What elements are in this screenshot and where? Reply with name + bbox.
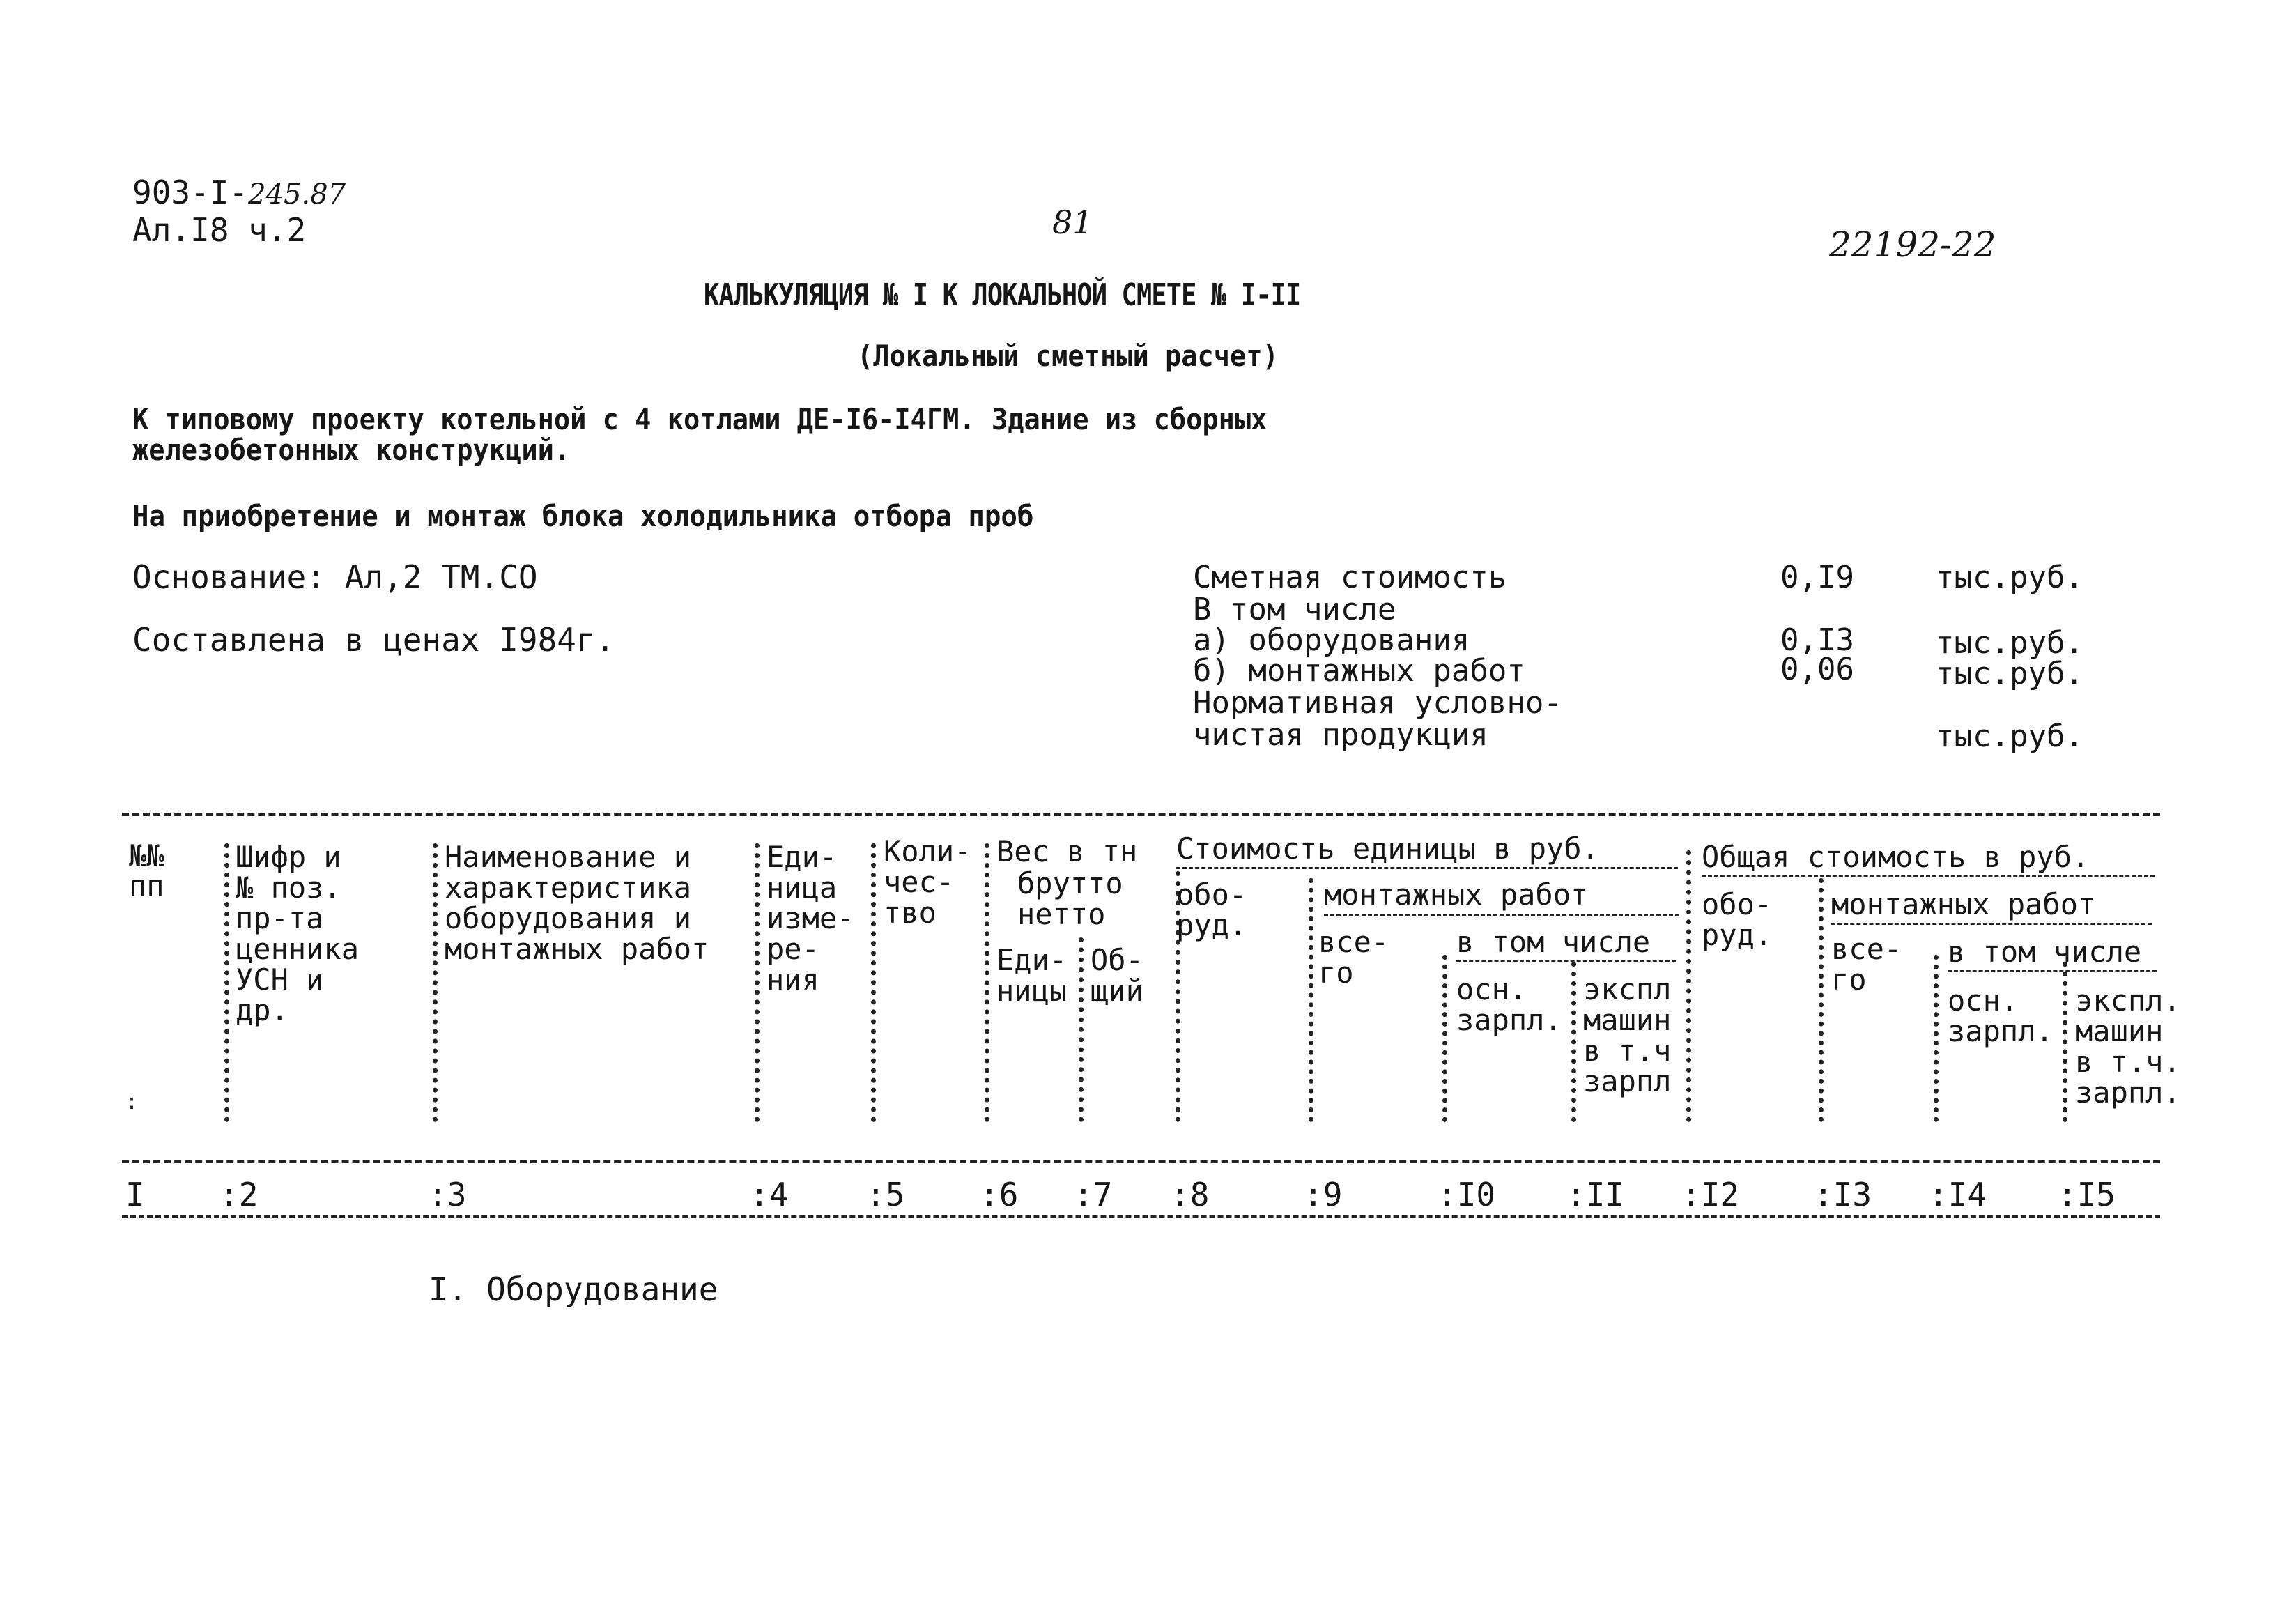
prices-line: Составлена в ценах I984г. xyxy=(132,621,615,659)
header-weight: Вес в тн xyxy=(996,834,1138,868)
project-line-2: железобетонных конструкций. xyxy=(132,433,571,467)
column-number: :7 xyxy=(1074,1176,1113,1213)
header-including-2: в том числе xyxy=(1948,935,2142,969)
summary-unit: тыс.руб. xyxy=(1936,719,2083,754)
summary-label: В том числе xyxy=(1193,592,1396,627)
basis-line: Основание: Ал,2 ТМ.СО xyxy=(132,558,538,596)
header-code: Шифр и № поз. пр-та ценника УСН и др. xyxy=(236,840,360,1027)
column-separator xyxy=(224,843,229,1122)
summary-value: 0,06 xyxy=(1780,652,1854,687)
header-machinery: экспл машин в т.ч зарпл xyxy=(1583,972,1672,1098)
header-unit-cost-rule xyxy=(1176,867,1678,869)
column-number-value: I4 xyxy=(1948,1176,1987,1213)
column-number: :4 xyxy=(750,1176,789,1213)
header-base-wage-2: осн. зарпл. xyxy=(1948,983,2054,1048)
page-subtitle: (Локальный сметный расчет) xyxy=(857,339,1279,373)
header-installation-total-rule xyxy=(1831,923,2152,925)
column-number: :9 xyxy=(1304,1176,1343,1213)
column-number: :2 xyxy=(219,1176,259,1213)
summary-value: 0,I3 xyxy=(1780,622,1854,658)
header-machinery-2: экспл. машин в т.ч. зарпл. xyxy=(2075,983,2181,1110)
album-reference: Ал.I8 ч.2 xyxy=(132,211,307,249)
summary-label: Нормативная условно- xyxy=(1193,685,1562,721)
header-unit: Еди- ница изме- ре- ния xyxy=(766,840,855,997)
column-separator xyxy=(1934,955,1939,1122)
header-unit-cost: Стоимость единицы в руб. xyxy=(1176,831,1599,866)
table-top-rule xyxy=(122,813,2160,816)
header-equipment-unit: обо- руд. xyxy=(1176,877,1247,942)
column-separator xyxy=(2063,962,2067,1122)
header-installation-total: монтажных работ xyxy=(1831,887,2096,921)
column-separator xyxy=(1442,955,1447,1122)
column-separator xyxy=(1309,878,1313,1122)
column-number: :5 xyxy=(866,1176,905,1213)
column-number-value: 5 xyxy=(885,1176,905,1213)
summary-unit: тыс.руб. xyxy=(1936,656,2083,691)
header-installation-unit: монтажных работ xyxy=(1324,877,1589,912)
column-number-value: 3 xyxy=(447,1176,467,1213)
summary-label: б) монтажных работ xyxy=(1193,653,1525,689)
summary-label: Сметная стоимость xyxy=(1193,560,1507,595)
header-number: №№ пп xyxy=(129,838,164,903)
header-total-cost: Общая стоимость в руб. xyxy=(1702,840,2090,874)
document-code-handwritten: 245.87 xyxy=(248,178,346,210)
inventory-number: 22192-22 xyxy=(1829,224,1996,265)
header-weight-unit: Еди- ницы xyxy=(996,943,1068,1008)
column-number: :6 xyxy=(980,1176,1019,1213)
column-number: I xyxy=(125,1176,145,1213)
column-separator xyxy=(1571,962,1576,1122)
column-number: :I0 xyxy=(1438,1176,1496,1213)
document-code-printed: 903-I- xyxy=(132,174,249,211)
column-number-value: 8 xyxy=(1189,1176,1210,1213)
column-separator xyxy=(871,843,876,1122)
column-number: :I2 xyxy=(1681,1176,1740,1213)
column-number: :I4 xyxy=(1929,1176,1987,1213)
column-number-value: I2 xyxy=(1700,1176,1740,1213)
column-number-value: 6 xyxy=(999,1176,1019,1213)
column-number-value: 9 xyxy=(1323,1176,1343,1213)
column-separator xyxy=(1819,878,1824,1122)
column-number-value: 2 xyxy=(238,1176,259,1213)
column-separator xyxy=(1079,937,1084,1122)
page-number: 81 xyxy=(1052,204,1093,241)
header-equipment-total: обо- руд. xyxy=(1702,887,1773,952)
column-number: :3 xyxy=(428,1176,467,1213)
summary-label: а) оборудования xyxy=(1193,622,1470,658)
column-separator xyxy=(755,843,760,1122)
header-quantity: Коли- чес- тво xyxy=(884,834,972,930)
header-weight-gross-net: брутто нетто xyxy=(1017,866,1123,931)
column-number-value: I3 xyxy=(1833,1176,1872,1213)
column-separator xyxy=(433,843,438,1122)
purpose-line: На приобретение и монтаж блока холодильника отбора проб xyxy=(132,499,1034,533)
section-heading: I. Оборудование xyxy=(429,1271,718,1308)
header-including-2-rule xyxy=(1948,970,2157,972)
header-including-rule xyxy=(1456,960,1676,962)
column-number: :8 xyxy=(1171,1176,1210,1213)
header-install-sum: все- го xyxy=(1831,932,1902,997)
project-line-1: К типовому проекту котельной с 4 котлами ДЕ-I6-I4ГМ. Здание из сборных xyxy=(132,402,1268,436)
summary-label: чистая продукция xyxy=(1193,717,1488,753)
column-number: :I5 xyxy=(2058,1176,2116,1213)
column-number-value: II xyxy=(1585,1176,1625,1213)
column-numbers-rule xyxy=(122,1215,2160,1218)
column-number-value: 4 xyxy=(769,1176,789,1213)
column-number: :I3 xyxy=(1814,1176,1872,1213)
column-number-value: 7 xyxy=(1093,1176,1113,1213)
header-install-total: все- го xyxy=(1318,925,1389,990)
header-weight-total: Об- щий xyxy=(1091,943,1143,1008)
summary-unit: тыс.руб. xyxy=(1936,560,2083,595)
column-number-value: I5 xyxy=(2077,1176,2116,1213)
document-code xyxy=(132,176,346,211)
column-separator xyxy=(1686,850,1691,1122)
column-number: :II xyxy=(1566,1176,1625,1213)
column-separator xyxy=(985,843,989,1122)
header-including: в том числе xyxy=(1456,925,1651,959)
summary-value: 0,I9 xyxy=(1780,560,1854,595)
header-total-cost-rule xyxy=(1702,875,2155,877)
header-number-mark: : xyxy=(125,1090,139,1114)
summary-unit: тыс.руб. xyxy=(1936,625,2083,661)
column-number-value: I0 xyxy=(1456,1176,1496,1213)
header-name: Наименование и характеристика оборудования и монтажных работ xyxy=(445,840,709,966)
page-title: КАЛЬКУЛЯЦИЯ № I К ЛОКАЛЬНОЙ СМЕТЕ № I-II xyxy=(704,277,1301,313)
table-header-bottom-rule xyxy=(122,1160,2160,1163)
header-installation-rule xyxy=(1324,914,1679,916)
header-base-wage: осн. зарпл. xyxy=(1456,972,1562,1037)
